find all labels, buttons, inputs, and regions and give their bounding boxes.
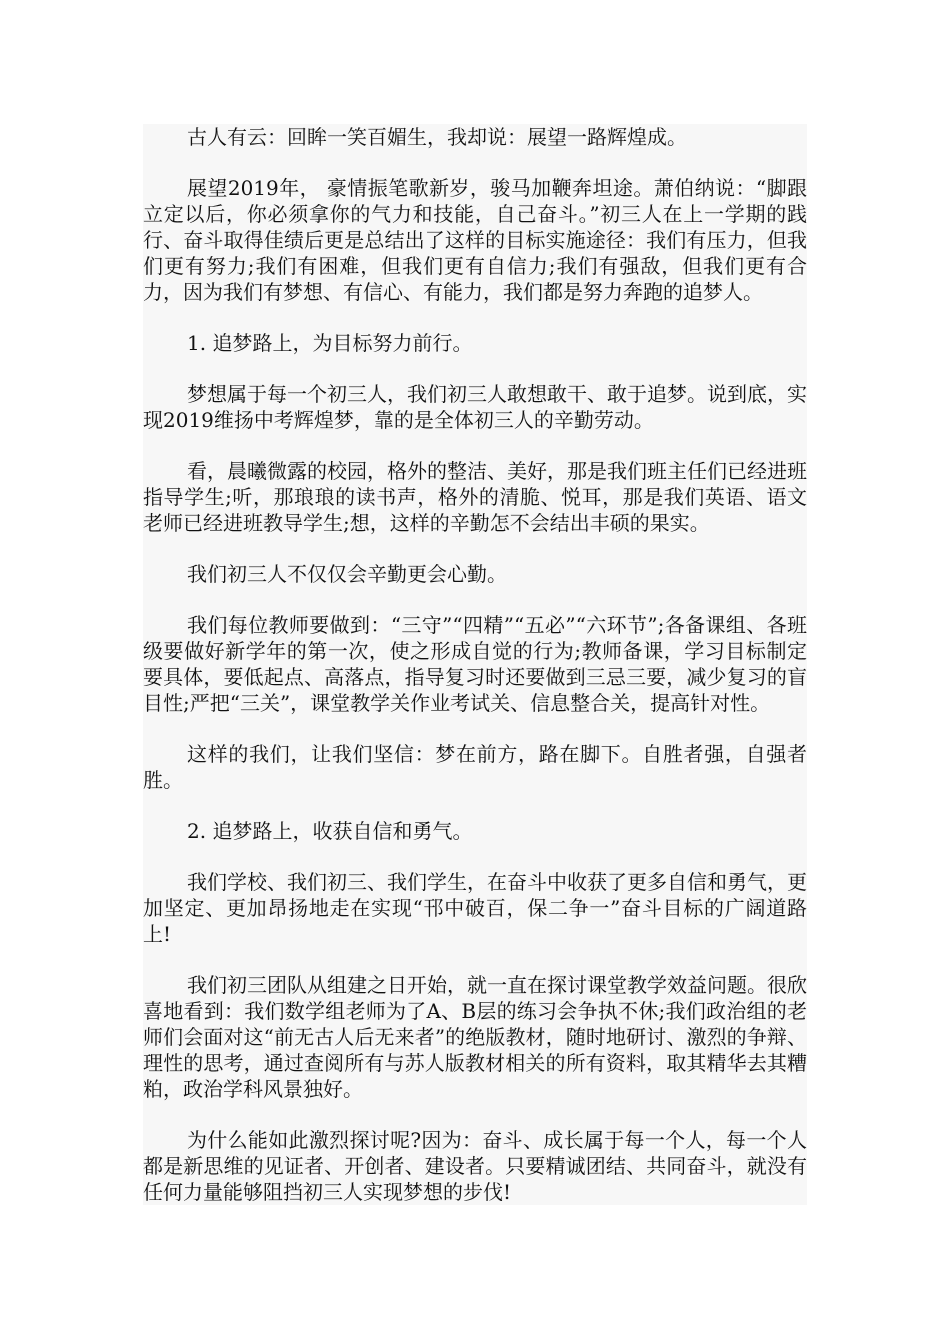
paragraph-dream: 梦想属于每一个初三人，我们初三人敢想敢干、敢于追梦。说到底，实现2019维扬中考辉煌梦，靠的是全体初三人的辛勤劳动。 xyxy=(143,382,807,432)
paragraph-team-discussion: 我们初三团队从组建之日开始，就一直在探讨课堂教学效益问题。很欣喜地看到：我们数学组老师为了A、B层的练习会争执不休;我们政治组的老师们会面对这“前无古人后无来者”的绝版教材，随时地研讨、激烈的争辩、理性的思考，通过查阅所有与苏人版教材相关的所有资料，取其精华去其糟粕，政治学科风景独好。 xyxy=(143,973,807,1101)
paragraph-confidence: 我们学校、我们初三、我们学生，在奋斗中收获了更多自信和勇气，更加坚定、更加昂扬地走在实现“邗中破百，保二争一”奋斗目标的广阔道路上! xyxy=(143,870,807,946)
document-body xyxy=(143,124,807,1205)
section-heading-1: 1. 追梦路上，为目标努力前行。 xyxy=(187,331,473,355)
paragraph-belief: 这样的我们，让我们坚信：梦在前方，路在脚下。自胜者强，自强者胜。 xyxy=(143,742,807,792)
section-heading-2: 2. 追梦路上，收获自信和勇气。 xyxy=(187,819,473,843)
paragraph-teacher-requirements: 我们每位教师要做到：“三守”“四精”“五必”“六环节”;各备课组、各班级要做好新学年的第一次，使之形成自觉的行为;教师备课，学习目标制定要具体，要低起点、高落点，指导复习时还要做到三忌三要，减少复习的盲目性;严把“三关”，课堂教学关作业考试关、信息整合关，提高针对性。 xyxy=(143,613,807,715)
paragraph-campus-morning: 看，晨曦微露的校园，格外的整洁、美好，那是我们班主任们已经进班指导学生;听，那琅琅的读书声，格外的清脆、悦耳，那是我们英语、语文老师已经进班教导学生;想，这样的辛勤怎不会结出丰硕的果实。 xyxy=(143,459,807,535)
paragraph-opening: 古人有云：回眸一笑百媚生，我却说：展望一路辉煌成。 xyxy=(187,125,687,149)
paragraph-diligence: 我们初三人不仅仅会辛勤更会心勤。 xyxy=(187,562,507,586)
paragraph-outlook-2019: 展望2019年， 豪情振笔歌新岁，骏马加鞭奔坦途。萧伯纳说：“脚跟立定以后，你必须拿你的气力和技能，自己奋斗。”初三人在上一学期的践行、奋斗取得佳绩后更是总结出了这样的目标实施途径：我们有压力，但我们更有努力;我们有困难，但我们更有自信力;我们有强敌，但我们更有合力，因为我们有梦想、有信心、有能力，我们都是努力奔跑的追梦人。 xyxy=(143,176,807,304)
paragraph-closing: 为什么能如此激烈探讨呢?因为：奋斗、成长属于每一个人，每一个人都是新思维的见证者、开创者、建设者。只要精诚团结、共同奋斗，就没有任何力量能够阻挡初三人实现梦想的步伐! xyxy=(143,1128,807,1204)
